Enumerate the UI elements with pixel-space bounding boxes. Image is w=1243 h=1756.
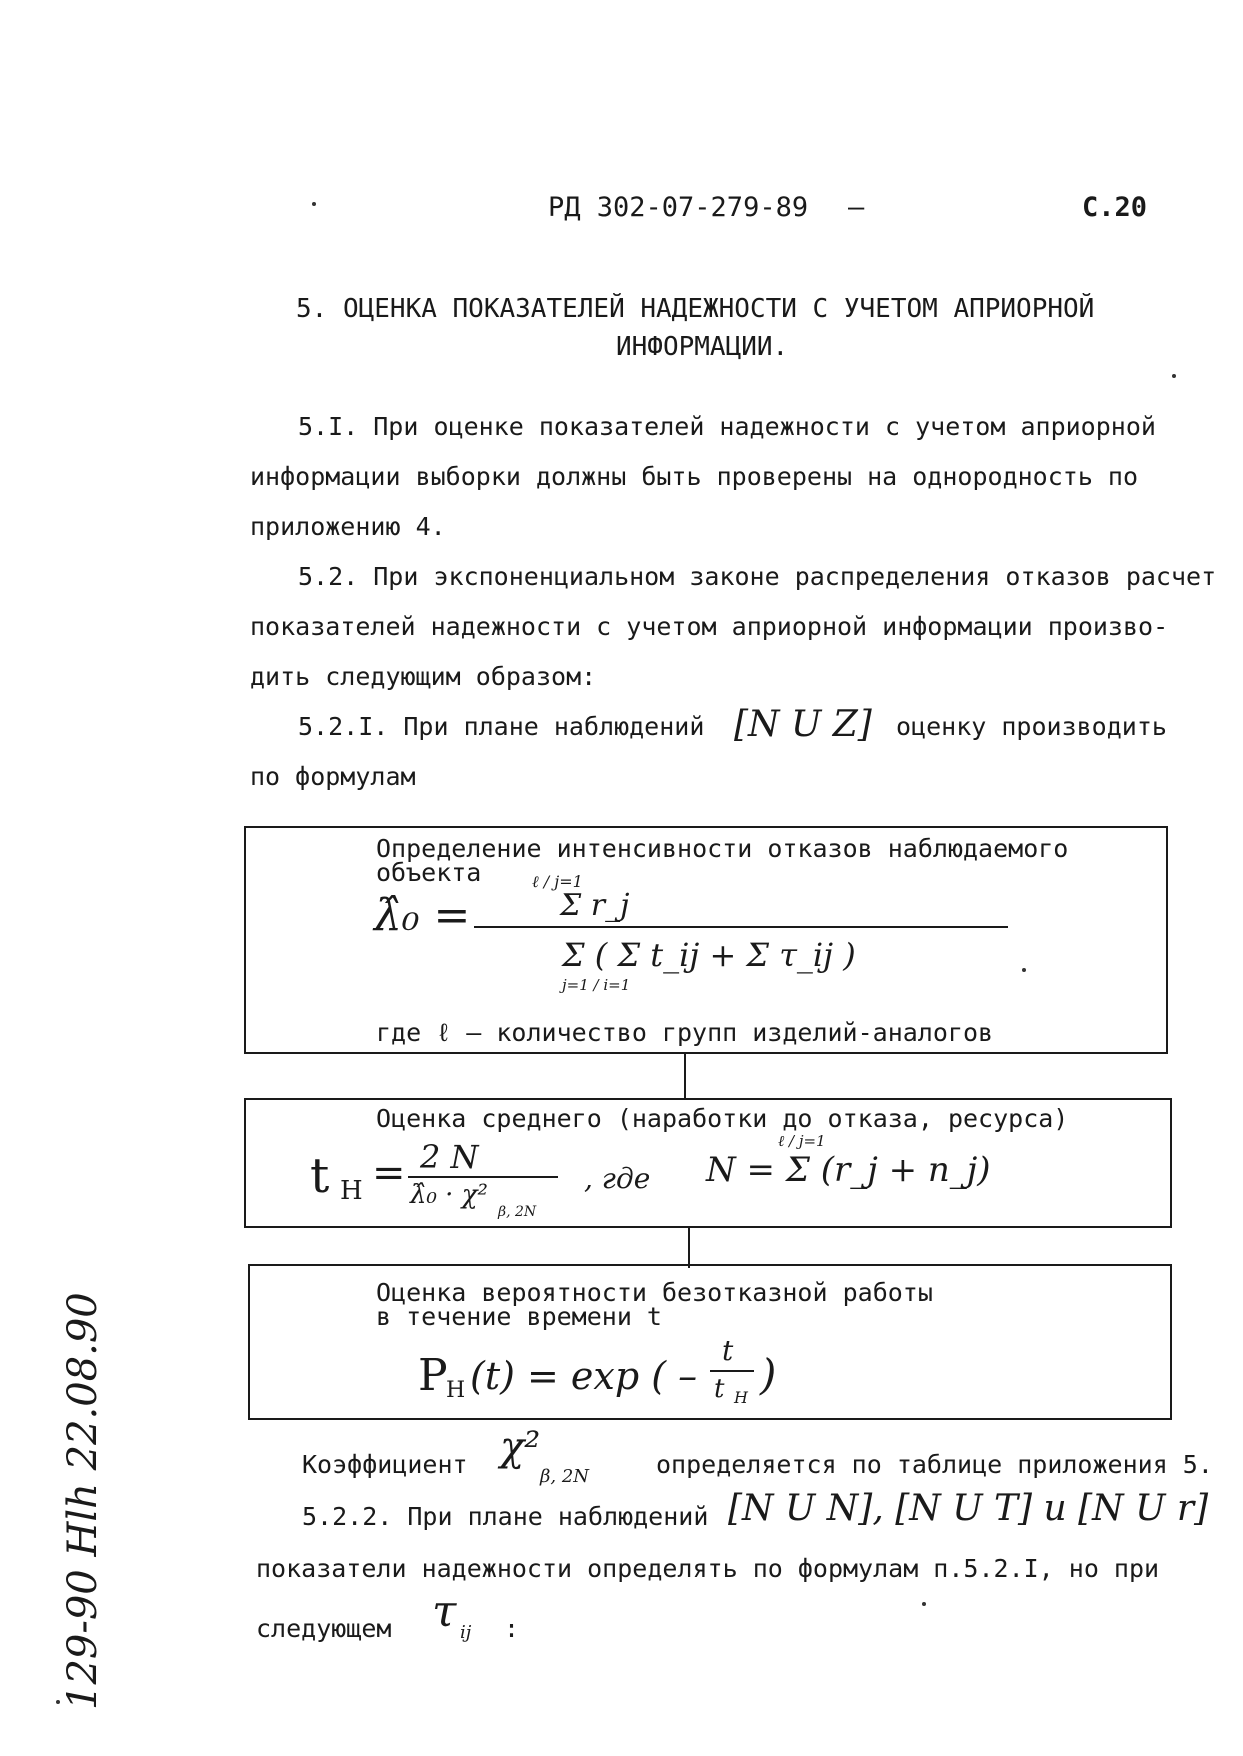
box2-rhs: N = Σ (r_j + n_j) [706,1150,991,1190]
t-h-lhs: t [310,1148,330,1204]
box3-label-line1: Оценка вероятности безотказной работы [376,1278,933,1307]
box2-eq: = [372,1150,406,1196]
para-5-1-line1: 5.I. При оценке показателей надежности с учетом априорной [298,412,1156,441]
chi-symbol: χ² [500,1424,541,1470]
plans-5-2-2: [N U N], [N U T] и [N U r] [728,1488,1209,1529]
box3-frac-den-sub: H [734,1388,748,1407]
margin-handwritten-note: 129-90 Hlh 22.08.90 [60,1292,106,1710]
box1-label-line1: Определение интенсивности отказов наблюдаемого [376,834,1069,863]
box1-where: где ℓ – количество групп изделий-аналогов [376,1018,994,1047]
coef-rest: определяется по таблице приложения 5. [656,1450,1213,1479]
chi-sub: β, 2N [540,1466,590,1487]
tau-colon: : [504,1614,520,1643]
box3-close: ) [760,1350,777,1399]
t-h-sub: H [340,1176,363,1206]
box2-num: 2 N [420,1138,479,1176]
denominator: Σ ( Σ t_ij + Σ τ_ij ) [562,936,856,974]
p-h-symbol: P [418,1350,448,1401]
fraction-bar-2 [408,1176,558,1178]
para-5-2-2-line2: показатели надежности определять по формулам п.5.2.I, но при [256,1554,1160,1583]
scan-speck [922,1602,926,1606]
para-5-2-1-line2: по формулам [250,762,416,791]
document-code: РД 302-07-279-89 [548,192,809,223]
box3-frac-den: t [714,1374,725,1404]
coef-label: Коэффициент [302,1450,468,1479]
formula-period [1022,968,1026,972]
numerator: Σ r_j [560,888,630,923]
box3-frac-num: t [722,1334,734,1367]
para-5-2-2-line1a: 5.2.2. При плане наблюдений [302,1502,709,1531]
fraction-bar-3 [710,1370,754,1372]
numerator-limits: ℓ / j=1 [532,872,583,891]
box2-den-sub: β, 2N [498,1204,537,1220]
page-number: С.20 [1082,192,1148,223]
para-5-1-line3: приложению 4. [250,512,446,541]
box2-label: Оценка среднего (наработки до отказа, ресурса) [376,1104,1069,1133]
section-title-line1: 5. ОЦЕНКА ПОКАЗАТЕЛЕЙ НАДЕЖНОСТИ С УЧЕТОМ АПРИОРНОЙ [296,294,1095,324]
box3-formula: (t) = exp ( – [470,1354,698,1398]
lambda-hat-lhs: λ̂₀ = [374,890,471,941]
connector-1 [684,1052,686,1098]
para-5-1-line2: информации выборки должны быть проверены на однородность по [250,462,1139,491]
tau-sub: ij [460,1622,472,1643]
box2-gde: , где [584,1162,651,1195]
header-dash: – [848,192,865,223]
para-5-2-line3: дить следующим образом: [250,662,597,691]
box1-label-line2: объекта [376,858,482,887]
para-5-2-1-line1a: 5.2.I. При плане наблюдений [298,712,705,741]
p-h-sub: H [446,1378,466,1403]
para-5-2-line2: показателей надежности с учетом априорной информации произво- [250,612,1169,641]
scan-speck [312,202,316,206]
connector-2 [688,1226,690,1268]
scan-speck [1172,374,1176,378]
box2-den: λ̂₀ · χ² [410,1180,488,1210]
scan-speck [56,1700,60,1704]
box3-label-line2: в течение времени t [376,1302,662,1331]
tau-symbol: τ [432,1586,457,1637]
para-5-2-2-line3: следующем [256,1614,392,1643]
denominator-limits: j=1 / i=1 [562,976,631,994]
plan-nuz: [N U Z] [734,704,872,745]
box2-rhs-limits: ℓ / j=1 [778,1132,826,1150]
para-5-2-line1: 5.2. При экспоненциальном законе распределения отказов расчет [298,562,1217,591]
section-title-line2: ИНФОРМАЦИИ. [616,332,789,362]
para-5-2-1-line1b: оценку производить [896,712,1167,741]
fraction-bar-1 [474,926,1008,928]
